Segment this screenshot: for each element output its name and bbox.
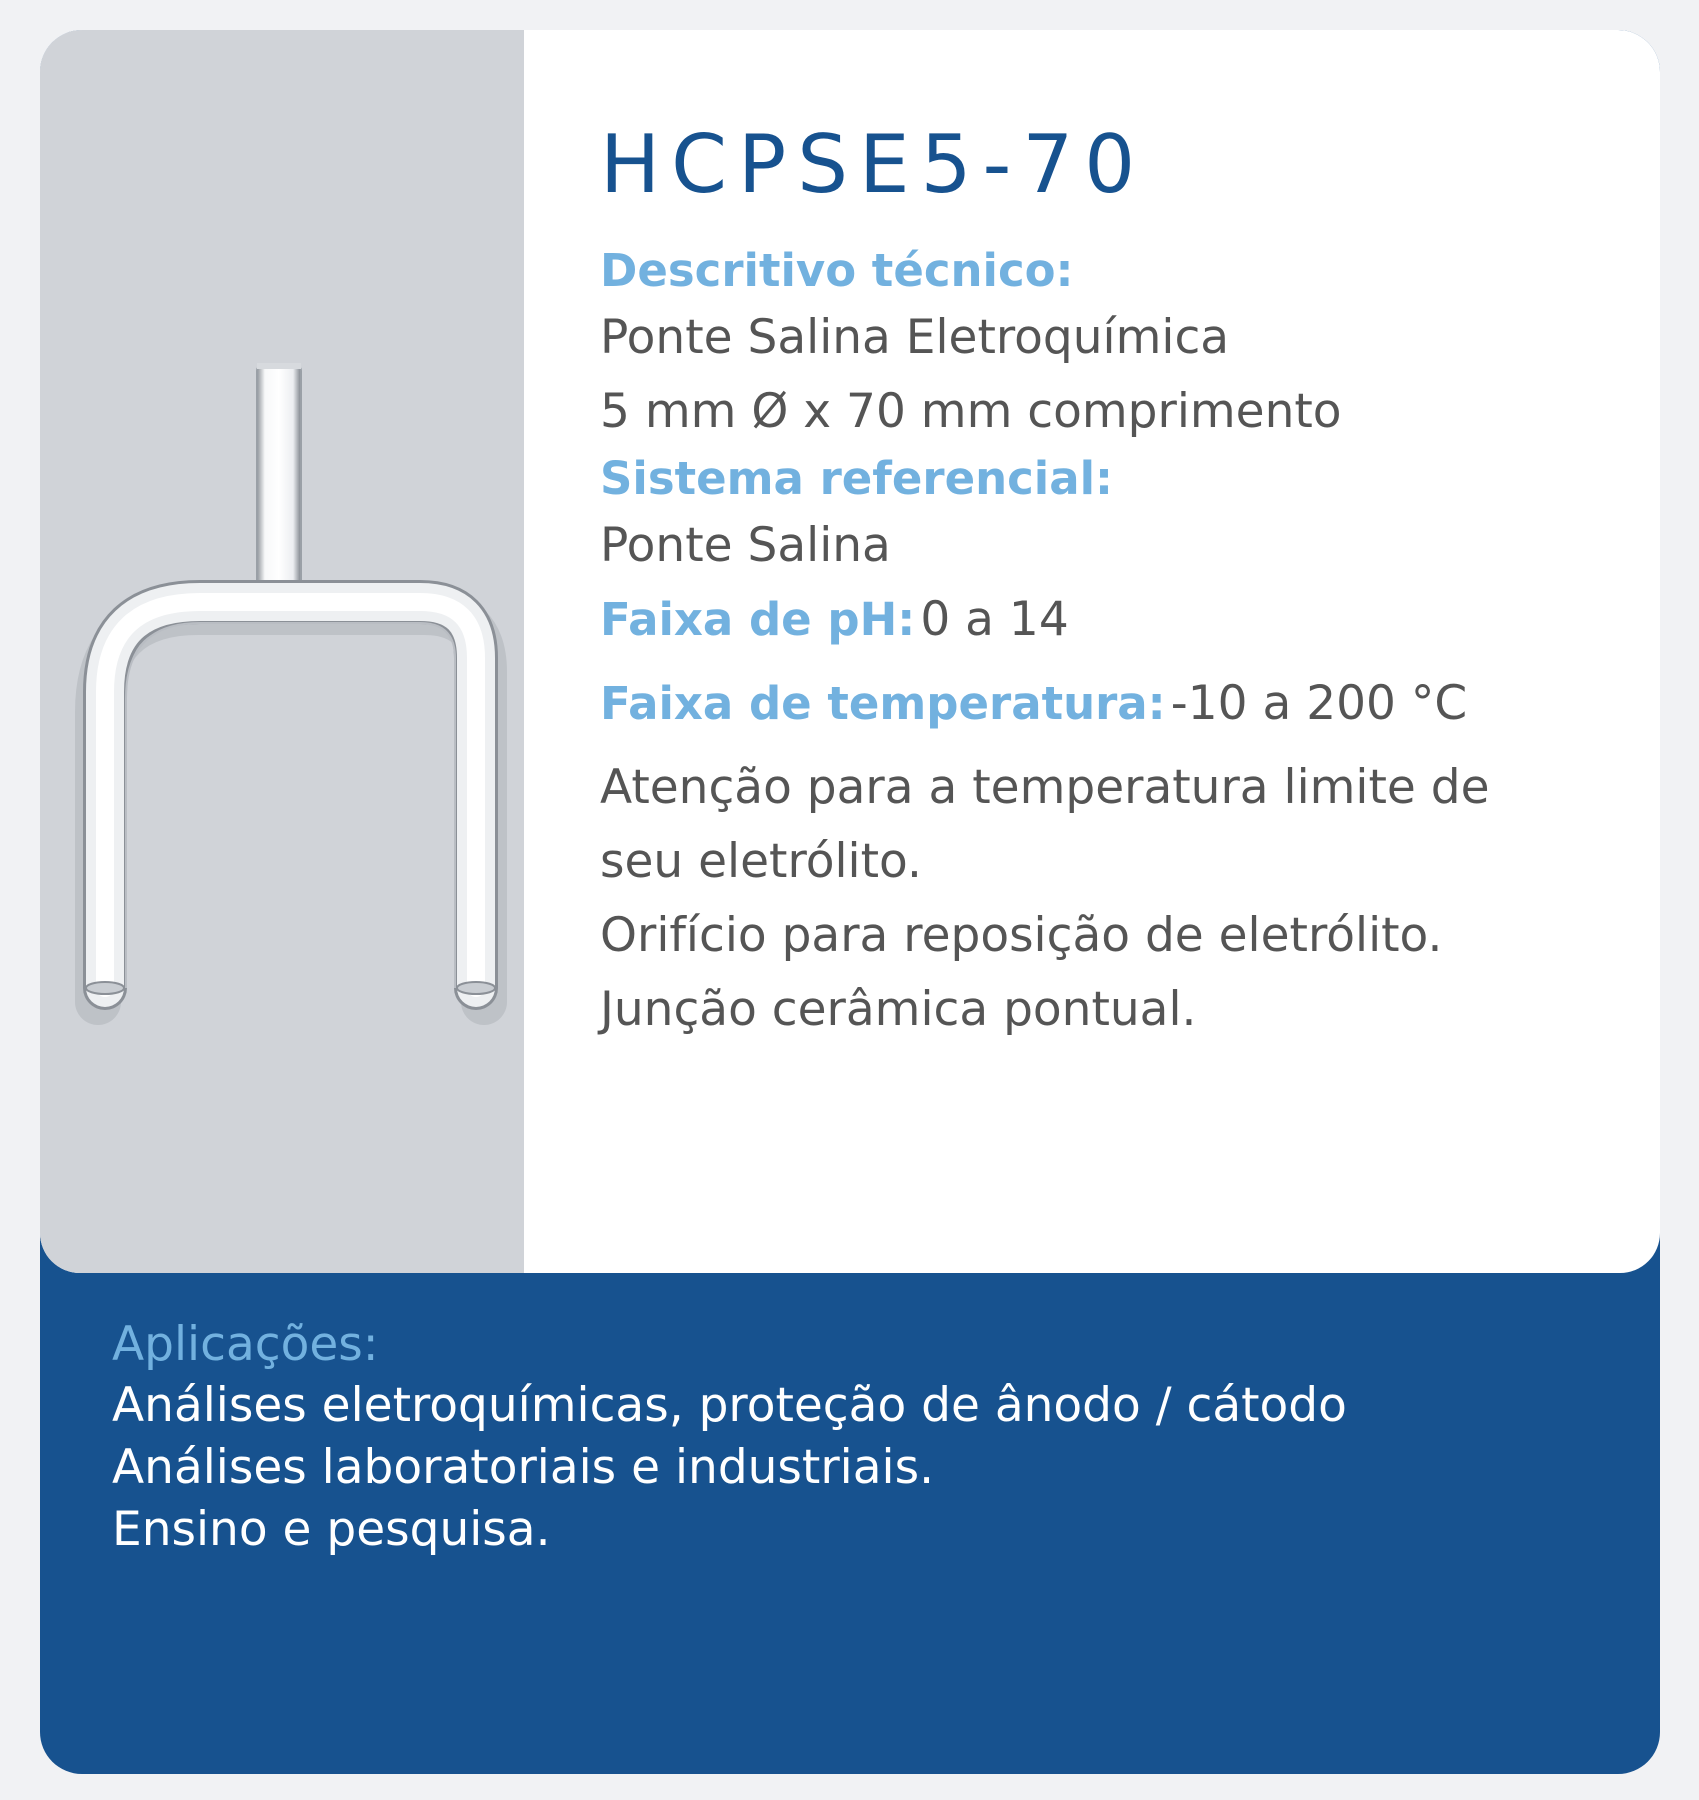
product-card — [40, 30, 1660, 1774]
product-image-panel — [40, 30, 524, 1273]
product-details-section — [40, 30, 1660, 1273]
application-line: Ensino e pesquisa. — [112, 1502, 551, 1557]
product-code-title: HCPSE5-70 — [600, 118, 1147, 211]
note-line: Junção cerâmica pontual. — [600, 982, 1197, 1037]
descriptive-line: Ponte Salina Eletroquímica — [600, 310, 1230, 365]
ph-range-value: 0 a 14 — [920, 592, 1069, 647]
note-line: Orifício para reposição de eletrólito. — [600, 908, 1443, 963]
applications-section — [112, 1315, 1612, 1561]
note-line: Atenção para a temperatura limite de — [600, 760, 1490, 815]
temperature-range-label: Faixa de temperatura: — [600, 677, 1166, 730]
descriptive-line: 5 mm Ø x 70 mm comprimento — [600, 384, 1342, 439]
temperature-range-value: -10 a 200 °C — [1170, 676, 1468, 731]
reference-system-label: Sistema referencial: — [600, 452, 1114, 505]
product-text-panel — [600, 118, 1620, 1047]
ph-range-label: Faixa de pH: — [600, 593, 916, 646]
salt-bridge-tube-image — [40, 30, 524, 1273]
application-line: Análises laboratoriais e industriais. — [112, 1440, 935, 1495]
temperature-range-row — [600, 667, 1620, 751]
application-line: Análises eletroquímicas, proteção de ânodo / cátodo — [112, 1378, 1347, 1433]
ph-range-row — [600, 583, 1620, 667]
applications-label: Aplicações: — [112, 1317, 379, 1372]
note-line: seu eletrólito. — [600, 834, 922, 889]
reference-system-value: Ponte Salina — [600, 518, 891, 573]
descriptive-label: Descritivo técnico: — [600, 244, 1074, 297]
